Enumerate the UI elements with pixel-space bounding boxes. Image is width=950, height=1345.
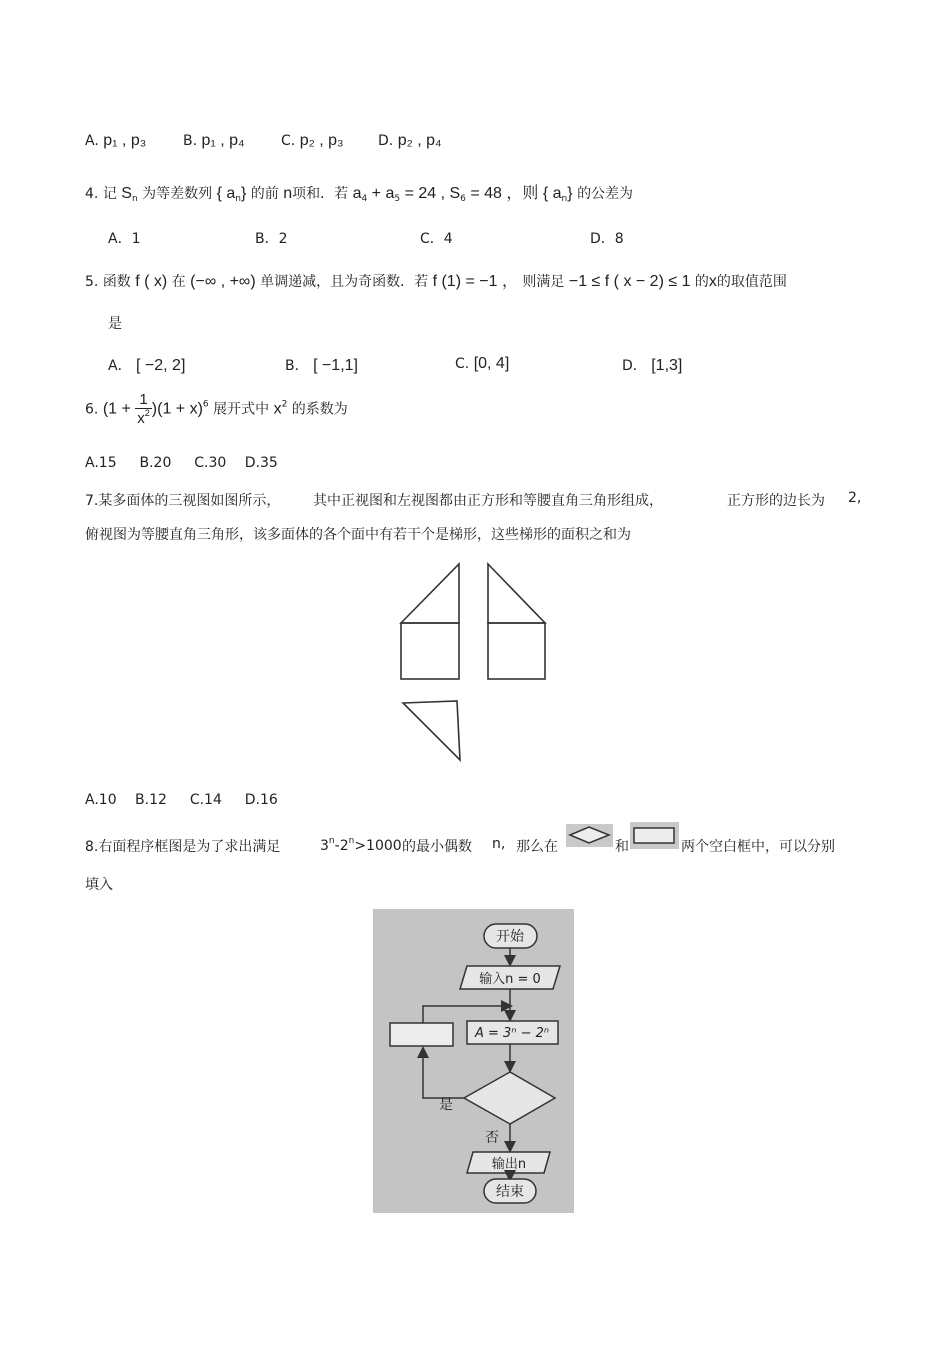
q6-den-sup: 2 (144, 407, 150, 418)
flow-output-label: 输出n (491, 1157, 527, 1172)
q7-three-views-figure (395, 560, 555, 765)
flow-loop-yes-line (423, 1049, 464, 1098)
flow-assign-label: A = 3ⁿ − 2ⁿ (474, 1026, 550, 1041)
q5-text-6: 的取值范围 (716, 274, 787, 290)
side-view-square (488, 623, 545, 679)
q7-line-1b: 其中正视图和左视图都由正方形和等腰直角三角形组成， (313, 493, 663, 509)
q3-option-a (85, 132, 146, 150)
q7-options: A.10 B.12 C.14 D.16 (85, 792, 278, 808)
rectangle-box-thumbnail (630, 822, 679, 849)
q6-text-1: 展开式中 (213, 401, 270, 418)
q6-den-x: x (137, 409, 145, 427)
q5-condition: f (1) = −1 ， (432, 273, 518, 290)
q8-expr-sup-a: n (328, 836, 335, 846)
q4-option-c: C．4 (420, 231, 453, 247)
q5-option-d-value: [1,3] (651, 357, 683, 374)
q6-fraction-denominator (135, 409, 152, 427)
q4-text-1: 记 (102, 186, 117, 202)
q5-option-b-label: B． (285, 358, 309, 374)
q5-text-7: 是 (108, 316, 122, 332)
q4-seq-end: } (240, 185, 247, 202)
q5-inequality: −1 ≤ f ( x − 2) ≤ 1 (568, 273, 691, 290)
q3-option-a-label: A. (85, 133, 99, 149)
diamond-icon (566, 824, 613, 847)
q8-line-1b: 的最小偶数 (402, 839, 472, 855)
q4-a4-sub: 4 (361, 194, 368, 204)
q6-mid: )(1 + x) (151, 400, 203, 418)
q5-text-2: 在 (171, 274, 186, 290)
q4-a5: a (385, 185, 395, 202)
q4-text-3: 的前 (250, 186, 279, 202)
q4-seq2: { a (542, 185, 562, 202)
flow-end-label: 结束 (496, 1184, 524, 1200)
q4-seq-sub: n (235, 194, 241, 204)
q6-pre: (1 + (102, 400, 131, 418)
q3-option-d-label: D. (378, 133, 394, 149)
q5-option-a (108, 355, 185, 375)
q6-options: A.15 B.20 C.30 D.35 (85, 455, 278, 471)
flow-blank-process-box (390, 1023, 453, 1046)
q8-expression (320, 836, 402, 854)
q3-option-c-label: C. (281, 133, 296, 149)
q5-number: 5. (85, 274, 99, 290)
q4-eq-2: = 48 ，则 (470, 185, 539, 202)
q6-x2: x (273, 400, 282, 418)
flow-start-label: 开始 (496, 929, 524, 945)
rectangle-icon (630, 822, 679, 849)
q6-mid-sup: 6 (202, 399, 209, 410)
flow-no-label: 否 (485, 1130, 499, 1146)
flowchart-figure (373, 909, 574, 1213)
q8-line-2: 填入 (85, 877, 113, 893)
q6-fraction-numerator: 1 (135, 392, 152, 409)
q4-seq2-end: } (567, 185, 573, 202)
q5-text-5: 的 (694, 274, 709, 290)
q8-and: 和 (615, 839, 629, 855)
q6-fraction (135, 392, 152, 427)
q4-a4: a (352, 185, 362, 202)
top-view-triangle (403, 701, 460, 760)
q3-option-b-value: p₁ , p₄ (201, 132, 245, 149)
q4-seq2-sub: n (561, 194, 568, 204)
q6-number: 6. (85, 401, 99, 418)
q6-x2-sup: 2 (281, 399, 288, 410)
side-view-triangle (488, 564, 545, 623)
q5-option-b-value: [ −1,1] (313, 357, 358, 374)
front-view-square (401, 623, 459, 679)
q3-option-c (281, 132, 344, 150)
q8-line-1d: 两个空白框中，可以分别 (681, 839, 835, 855)
q7-line-2: 俯视图为等腰直角三角形，该多面体的各个面中有若干个是梯形，这些梯形的面积之和为 (85, 527, 631, 543)
front-view-triangle (401, 564, 459, 623)
diamond-box-thumbnail (566, 824, 613, 847)
q8-expr-base-3: 3 (320, 838, 329, 854)
q6-stem (85, 392, 348, 427)
q4-S6: S (449, 185, 461, 202)
q8-n: n, (492, 836, 506, 852)
q4-option-d: D．8 (590, 231, 624, 247)
q4-S6-sub: 6 (460, 194, 466, 204)
q5-x: x (708, 273, 717, 290)
q3-option-d (378, 132, 442, 150)
q8-expr-gt: >1000 (354, 838, 402, 854)
q5-text-1: 函数 (102, 274, 131, 290)
q5-option-d (622, 355, 682, 375)
q5-f: f ( x) (135, 273, 168, 290)
q5-option-a-value: [ −2, 2] (136, 357, 186, 374)
q3-option-a-value: p₁ , p₃ (103, 132, 147, 149)
q4-option-b: B．2 (255, 231, 288, 247)
q5-text-4: 则满足 (522, 274, 565, 290)
q4-n: n (283, 185, 293, 202)
q5-option-a-label: A． (108, 358, 132, 374)
q8-expr-base-2: -2 (334, 838, 349, 854)
q4-a5-sub: 5 (394, 194, 401, 204)
q3-option-b-label: B. (183, 133, 198, 149)
q5-option-b (285, 355, 358, 375)
q5-text-3: 单调递减，且为奇函数．若 (260, 274, 429, 290)
q4-plus: + (371, 185, 382, 202)
q4-text-2: 为等差数列 (142, 186, 213, 202)
q3-option-d-value: p₂ , p₄ (397, 132, 442, 149)
q7-line-1d: 2, (848, 490, 862, 506)
q4-stem (85, 180, 633, 204)
flow-decision-node (464, 1072, 555, 1124)
q5-stem (85, 268, 787, 291)
q4-option-a: A．1 (108, 231, 141, 247)
q4-eq-1: = 24 , (404, 185, 446, 202)
q5-option-c (455, 355, 509, 373)
q3-option-c-value: p₂ , p₃ (299, 132, 344, 149)
q5-option-d-label: D． (622, 358, 647, 374)
q5-interval: (−∞ , +∞) (190, 273, 256, 290)
q4-text-5: 的公差为 (577, 186, 634, 202)
q4-S: S (121, 185, 132, 202)
q5-option-c-value: [0, 4] (473, 355, 510, 372)
q7-line-1a: 7.某多面体的三视图如图所示， (85, 493, 281, 509)
q3-option-b (183, 132, 245, 150)
q8-line-1c: 那么在 (516, 839, 558, 855)
flow-input-label: 输入n = 0 (479, 972, 541, 987)
q4-S-sub: n (131, 194, 138, 204)
q8-expr-sup-b: n (348, 836, 355, 846)
q4-text-4: 项和．若 (292, 186, 349, 202)
q4-number: 4. (85, 186, 99, 202)
q5-option-c-label: C. (455, 356, 470, 372)
q6-text-2: 的系数为 (291, 401, 348, 418)
q8-line-1a: 8.右面程序框图是为了求出满足 (85, 839, 281, 855)
q7-line-1c: 正方形的边长为 (727, 493, 825, 509)
q4-seq: { a (216, 185, 236, 202)
flow-yes-label: 是 (439, 1097, 453, 1113)
